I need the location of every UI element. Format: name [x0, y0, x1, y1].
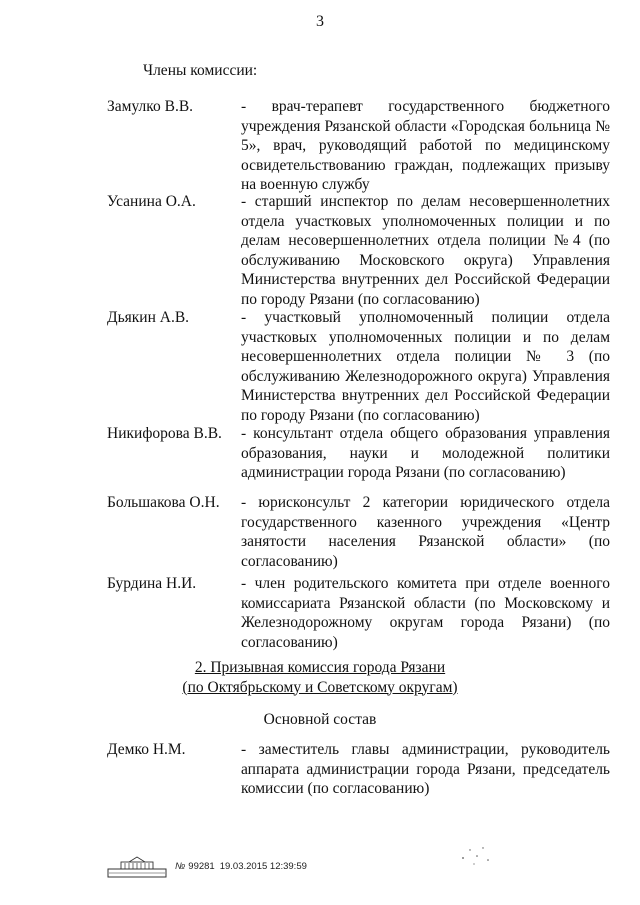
document-number: 99281: [188, 861, 215, 873]
number-mark: №: [175, 861, 186, 873]
member-role: - врач-терапевт государственного бюджетного учреждения Рязанской области «Городская больница № 5», врач, руководящий работой по медицинскому освидетельствованию граждан, подлежащих призыву на военную службу: [241, 98, 610, 194]
member-name: Усанина О.А.: [107, 193, 196, 210]
main-composition-label: Основной состав: [263, 711, 377, 728]
member-name: Никифорова В.В.: [107, 425, 222, 442]
member-role: - юрисконсульт 2 категории юридического отдела государственного казенного учреждения «Центр занятости населения Рязанской области» (по согласованию): [241, 494, 610, 570]
timestamp: 19.03.2015 12:39:59: [219, 861, 307, 873]
page-number: 3: [316, 13, 324, 30]
scan-specks: [455, 840, 495, 870]
member-role: - консультант отдела общего образования управления образования, науки и молодежной политики администрации города Рязани (по согласованию): [241, 425, 610, 482]
commission-members-label: Члены комиссии:: [143, 62, 258, 79]
member-role: - заместитель главы администрации, руководитель аппарата администрации города Рязани, председатель комиссии (по согласованию): [241, 741, 610, 798]
member-role: - участковый уполномоченный полиции отдела участковых уполномоченных полиции и по делам несовершеннолетних отдела полиции № 3 (по обслуживанию Железнодорожного округа) Управления Министерства внутренних дел Российской Федерации по городу Рязани (по согласованию): [241, 309, 610, 424]
section-2-heading-line2: (по Октябрьскому и Советскому округам): [182, 678, 458, 696]
building-stamp-icon: [107, 856, 167, 878]
section-2-heading-line1: 2. Призывная комиссия города Рязани: [194, 659, 446, 676]
member-role: - старший инспектор по делам несовершеннолетних отдела участковых уполномоченных полиции и по делам несовершеннолетних отдела полиции №4 (по обслуживанию Московского округа) Управления Министерства внутренних дел Российской Федерации по городу Рязани (по согласованию): [241, 193, 610, 308]
member-name: Демко Н.М.: [107, 741, 186, 758]
member-name: Дьякин А.В.: [107, 309, 190, 326]
section-2-heading: [0, 658, 640, 697]
member-role: - член родительского комитета при отделе военного комиссариата Рязанской области (по Московскому и Железнодорожному округам города Рязани) (по согласованию): [241, 575, 610, 651]
member-name: Большакова О.Н.: [107, 494, 220, 511]
member-name: Замулко В.В.: [107, 98, 194, 115]
footer-registration: [107, 856, 307, 878]
member-name: Бурдина Н.И.: [107, 575, 197, 592]
